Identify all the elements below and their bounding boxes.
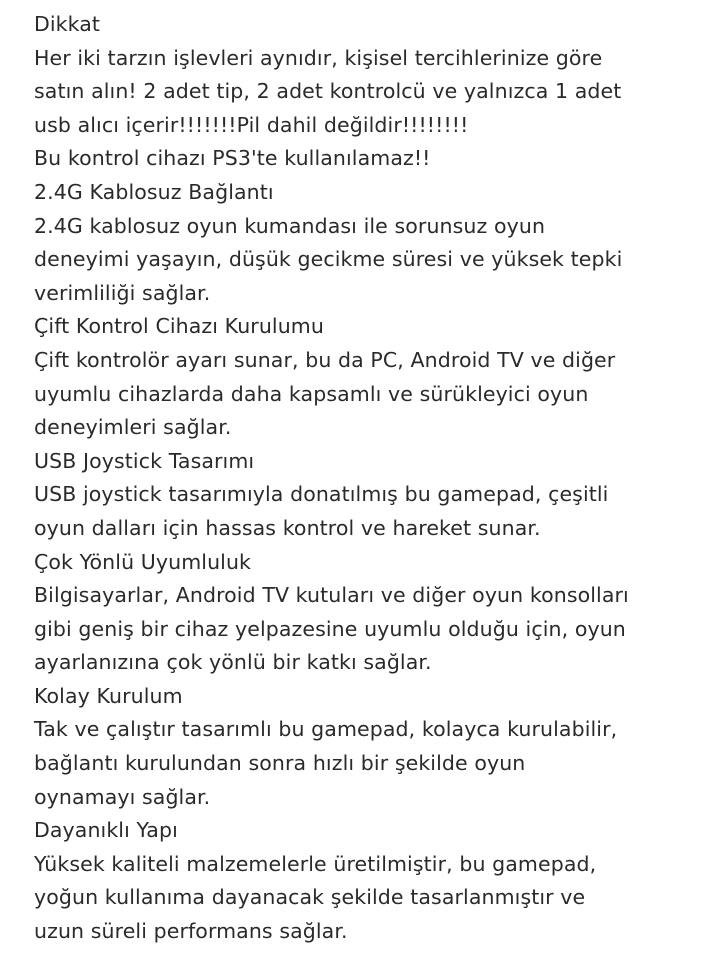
warning-heading: Dikkat xyxy=(34,12,101,36)
section-text-line: Yüksek kaliteli malzemelerle üretilmiştir, bu gamepad, xyxy=(34,851,597,876)
section-heading-dual-controller: Çift Kontrol Cihazı Kurulumu xyxy=(34,314,324,339)
section-text-line: uyumlu cihazlarda daha kapsamlı ve sürükleyici oyun xyxy=(34,381,589,406)
warning-text-line: satın alın! 2 adet tip, 2 adet kontrolcü ve yalnızca 1 adet xyxy=(34,79,622,104)
section-heading-usb-joystick: USB Joystick Tasarımı xyxy=(34,448,255,473)
section-text-line: deneyimleri sağlar. xyxy=(34,415,232,440)
section-text-line: gibi geniş bir cihaz yelpazesine uyumlu olduğu için, oyun xyxy=(34,616,626,641)
warning-text-line: Her iki tarzın işlevleri aynıdır, kişisel tercihlerinize göre xyxy=(34,45,603,70)
section-heading-wireless: 2.4G Kablosuz Bağlantı xyxy=(34,179,274,204)
section-text-line: 2.4G kablosuz oyun kumandası ile sorunsuz oyun xyxy=(34,213,546,238)
section-text-line: yoğun kullanıma dayanacak şekilde tasarlanmıştır ve xyxy=(34,885,586,910)
section-text-line: uzun süreli performans sağlar. xyxy=(34,919,348,944)
section-text-line: bağlantı kurulundan sonra hızlı bir şekilde oyun xyxy=(34,751,526,776)
section-text-line: deneyimi yaşayın, düşük gecikme süresi ve yüksek tepki xyxy=(34,247,623,272)
section-text-line: USB joystick tasarımıyla donatılmış bu gamepad, çeşitli xyxy=(34,482,609,507)
product-description xyxy=(34,8,704,949)
section-text-line: Tak ve çalıştır tasarımlı bu gamepad, kolayca kurulabilir, xyxy=(34,717,618,742)
section-text-line: oynamayı sağlar. xyxy=(34,784,211,809)
warning-text-line: usb alıcı içerir!!!!!!!Pil dahil değildir!!!!!!!! xyxy=(34,112,469,137)
section-text-line: verimliliği sağlar. xyxy=(34,280,211,305)
warning-text-line: Bu kontrol cihazı PS3'te kullanılamaz!! xyxy=(34,146,431,171)
section-text-line: Bilgisayarlar, Android TV kutuları ve diğer oyun konsolları xyxy=(34,583,629,608)
section-text-line: oyun dalları için hassas kontrol ve hareket sunar. xyxy=(34,515,541,540)
section-heading-easy-setup: Kolay Kurulum xyxy=(34,683,183,708)
section-text-line: ayarlanızına çok yönlü bir katkı sağlar. xyxy=(34,650,432,675)
section-text-line: Çift kontrolör ayarı sunar, bu da PC, Android TV ve diğer xyxy=(34,347,616,372)
section-heading-durable-build: Dayanıklı Yapı xyxy=(34,818,178,843)
section-heading-compatibility: Çok Yönlü Uyumluluk xyxy=(34,549,252,574)
